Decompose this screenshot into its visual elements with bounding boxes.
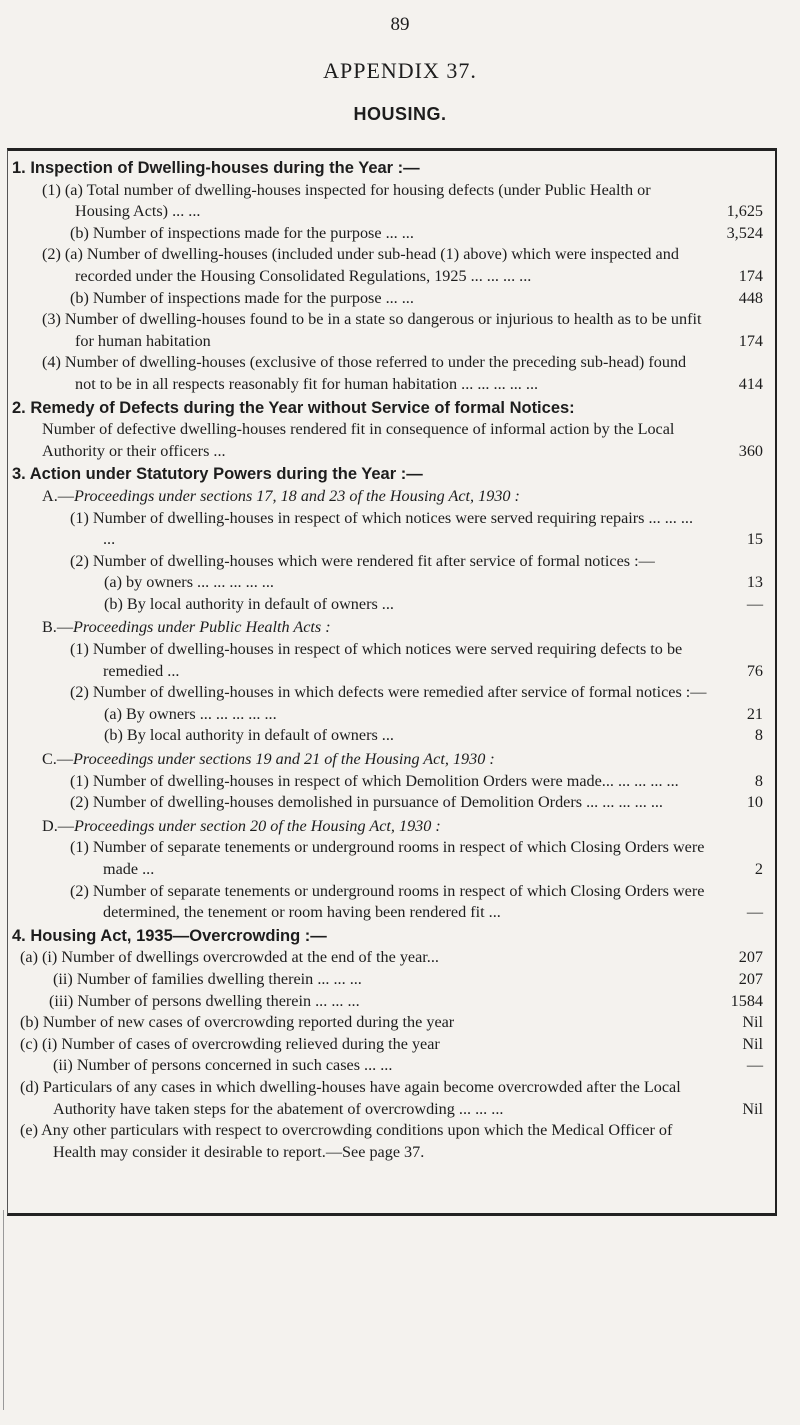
- item-4c-i: (c) (i) Number of cases of overcrowding relieved during the year Nil: [20, 1034, 763, 1053]
- item-3a-2b: (b) By local authority in default of owners ... —: [104, 594, 763, 613]
- item-4e: (e) Any other particulars with respect to overcrowding conditions upon which the Medical Officer of Health may consider it desirable to report.—See page 37.: [20, 1121, 673, 1161]
- report-body: [12, 158, 767, 1163]
- item-1-2a: (2) (a) Number of dwelling-houses (included under sub-head (1) above) which were inspected and recorded under the Housing Consolidated Regulations, 1925 ... ... ... ... 174: [42, 245, 763, 285]
- item-3a-2a: (a) by owners ... ... ... ... ... 13: [104, 573, 763, 592]
- item-2: Number of defective dwelling-houses rendered fit in consequence of informal action by the Local Authority or their officers ... 360: [42, 420, 763, 460]
- item-1-2b: (b) Number of inspections made for the purpose ... ... 448: [70, 288, 763, 307]
- margin-rule: [3, 1210, 4, 1410]
- item-4a-i: (a) (i) Number of dwellings overcrowded at the end of the year... 207: [20, 948, 763, 967]
- item-3c-1: (1) Number of dwelling-houses in respect of which Demolition Orders were made... ... ... ... ... 8: [70, 771, 763, 790]
- item-3a-2: (2) Number of dwelling-houses which were rendered fit after service of formal notices :—: [70, 551, 655, 570]
- subsection-d-title: D.—Proceedings under section 20 of the Housing Act, 1930 :: [42, 816, 441, 835]
- item-4a-iii: (iii) Number of persons dwelling therein ... ... ... 1584: [49, 991, 763, 1010]
- page-number: 89: [390, 14, 410, 35]
- item-4b: (b) Number of new cases of overcrowding reported during the year Nil: [20, 1013, 763, 1032]
- subsection-a-title: A.—Proceedings under sections 17, 18 and 23 of the Housing Act, 1930 :: [42, 486, 520, 505]
- subsection-b-title: B.—Proceedings under Public Health Acts :: [42, 618, 331, 637]
- subsection-c-title: C.—Proceedings under sections 19 and 21 of the Housing Act, 1930 :: [42, 750, 495, 769]
- section-1-heading: 1. Inspection of Dwelling-houses during the Year :—: [12, 159, 420, 177]
- item-4c-ii: (ii) Number of persons concerned in such cases ... ... —: [53, 1056, 763, 1075]
- item-3d-1: (1) Number of separate tenements or underground rooms in respect of which Closing Orders were made ... 2: [70, 838, 763, 878]
- item-3d-2: (2) Number of separate tenements or underground rooms in respect of which Closing Orders were determined, the tenement or room having been rendered fit ... —: [70, 881, 763, 922]
- item-3b-1: (1) Number of dwelling-houses in respect of which notices were served requiring defects to be remedied ... 76: [70, 640, 763, 680]
- item-4a-ii: (ii) Number of families dwelling therein ... ... ... 207: [53, 969, 763, 988]
- item-3b-2: (2) Number of dwelling-houses in which defects were remedied after service of formal notices :—: [70, 683, 707, 702]
- item-3c-2: (2) Number of dwelling-houses demolished in pursuance of Demolition Orders ... ... ... ... ... 10: [70, 793, 763, 812]
- section-4-heading: 4. Housing Act, 1935—Overcrowding :—: [12, 926, 327, 945]
- section-3-heading: 3. Action under Statutory Powers during the Year :—: [12, 465, 423, 484]
- item-3b-2b: (b) By local authority in default of owners ... 8: [104, 726, 763, 745]
- item-4d: (d) Particulars of any cases in which dwelling-houses have again become overcrowded after the Local Authority have taken steps for the abatement of overcrowding ... ... ... Nil: [20, 1077, 763, 1118]
- item-1-1b: (b) Number of inspections made for the purpose ... ... 3,524: [70, 223, 763, 242]
- item-3b-2a: (a) By owners ... ... ... ... ... 21: [104, 704, 763, 723]
- section-2-heading: 2. Remedy of Defects during the Year without Service of formal Notices:: [12, 398, 575, 417]
- item-3a-1: (1) Number of dwelling-houses in respect of which notices were served requiring repairs ... ... ... ... 15: [70, 508, 763, 549]
- item-1-3: (3) Number of dwelling-houses found to be in a state so dangerous or injurious to health as to be unfit for human habitation 174: [42, 310, 763, 350]
- item-1-1a: (1) (a) Total number of dwelling-houses inspected for housing defects (under Public Health or Housing Acts) ... ... 1,625: [42, 180, 763, 221]
- appendix-title: APPENDIX 37.: [323, 58, 477, 83]
- item-1-4: (4) Number of dwelling-houses (exclusive of those referred to under the preceding sub-head) found not to be in all respects reasonably fit for human habitation ... ... ... ... ... 414: [42, 353, 763, 393]
- section-title: HOUSING.: [353, 104, 447, 124]
